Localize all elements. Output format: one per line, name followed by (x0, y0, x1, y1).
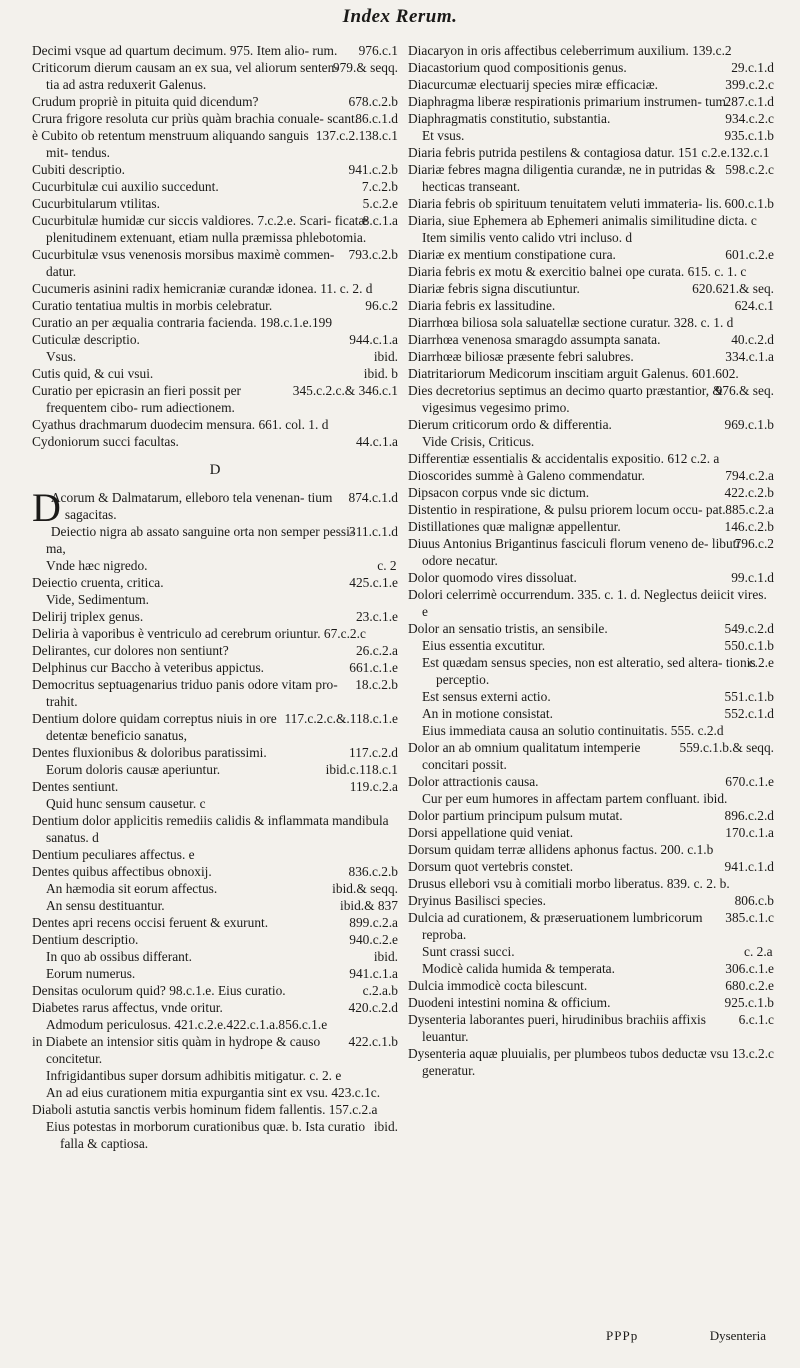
index-entry (408, 620, 774, 637)
entry-reference: 941.c.1.d (724, 859, 774, 874)
entry-text: Dysenteria aquæ pluuialis, per plumbeos tubos deductæ vsu generatur. (408, 1046, 729, 1078)
entry-reference: 896.c.2.d (724, 808, 774, 823)
entry-text: Vsus. (46, 349, 77, 364)
entry-text: Diaria, siue Ephemera ab Ephemeri animalis similitudine dicta. c (408, 213, 757, 228)
entry-text: Infrigidantibus super dorsum adhibitis mitigatur. c. 2. e (46, 1068, 342, 1083)
entry-reference: 620.621.& seq. (692, 281, 774, 296)
index-entry (32, 348, 398, 365)
entry-text: Vide Crisis, Criticus. (422, 434, 535, 449)
entry-reference: 29.c.1.d (731, 60, 774, 75)
index-entry (32, 433, 398, 450)
entry-text: Dentes fluxionibus & doloribus paratissimi. (32, 745, 267, 760)
index-entry (32, 591, 398, 608)
index-entry (408, 297, 774, 314)
index-entry (32, 1101, 398, 1118)
index-entry (32, 1084, 398, 1101)
index-entry (408, 365, 774, 382)
entry-reference: 925.c.1.b (724, 995, 774, 1010)
entry-reference: ibid. (373, 349, 398, 364)
entry-reference: 976.c.1 (358, 43, 398, 58)
entry-text: Distentio in respiratione, & pulsu priorem locum occu- pat. (408, 502, 726, 517)
entry-text: Dies decretorius septimus an decimo quarto præstantior, & vigesimus vegesimo primo. (408, 383, 723, 415)
entry-text: Differentiæ essentialis & accidentalis expositio. 612 c.2. a (408, 451, 720, 466)
entry-text: Dentes sentiunt. (32, 779, 119, 794)
index-entry (408, 263, 774, 280)
index-entry (408, 688, 774, 705)
entry-reference: 44.c.1.a (355, 434, 398, 449)
index-entry (32, 1033, 398, 1067)
entry-reference: 7.c.2.b (361, 179, 398, 194)
entry-text: Dentium dolore quidam correptus niuis in ore detentæ beneficio sanatus, (32, 711, 277, 743)
entry-reference: 934.c.2.c (725, 111, 774, 126)
index-entry (408, 841, 774, 858)
index-entry (32, 246, 398, 280)
entry-text: Cyathus drachmarum duodecim mensura. 661. col. 1. d (32, 417, 329, 432)
entry-text: Diaphragma liberæ respirationis primarium instrumen- tum. (408, 94, 730, 109)
entry-text: Cydoniorum succi facultas. (32, 434, 179, 449)
entry-text: Dolor quomodo vires dissoluat. (408, 570, 577, 585)
entry-text: Dorsum quidam terræ allidens aphonus factus. 200. c.1.b (408, 842, 714, 857)
index-entry (408, 76, 774, 93)
index-entry (32, 659, 398, 676)
entry-reference: 670.c.1.e (725, 774, 774, 789)
entry-text: Diaria febris putrida pestilens & contagiosa datur. 151 c.2.e.132.c.1 (408, 145, 770, 160)
entry-text: Et vsus. (422, 128, 465, 143)
entry-reference: 624.c.1 (734, 298, 774, 313)
index-entry (32, 914, 398, 931)
entry-reference: 550.c.1.b (724, 638, 774, 653)
entry-reference: 944.c.1.a (349, 332, 398, 347)
entry-reference: 146.c.2.b (724, 519, 774, 534)
entry-text: Dentium peculiares affectus. e (32, 847, 195, 862)
entry-text: Diaria febris ex lassitudine. (408, 298, 556, 313)
index-entry (408, 807, 774, 824)
index-entry (32, 863, 398, 880)
entry-reference: 940.c.2.e (349, 932, 398, 947)
entry-reference: 117.c.2.c.&.118.c.1.e (284, 711, 398, 726)
entry-text: Curatio an per æqualia contraria facienda. 198.c.1.e.199 (32, 315, 333, 330)
entry-reference: 306.c.1.e (725, 961, 774, 976)
entry-reference: 170.c.1.a (725, 825, 774, 840)
index-entry (408, 994, 774, 1011)
entry-text: Diacurcumæ electuarij species miræ efficaciæ. (408, 77, 658, 92)
entry-reference: 979.& seqq. (332, 60, 398, 75)
entry-text: Diariæ ex mentium constipatione cura. (408, 247, 616, 262)
index-entry (32, 485, 398, 530)
entry-text: Delirantes, cur dolores non sentiunt? (32, 643, 229, 658)
index-entry (408, 195, 774, 212)
index-entry (408, 535, 774, 569)
index-entry (32, 195, 398, 212)
index-entry (408, 161, 774, 195)
entry-text: Dolor attractionis causa. (408, 774, 539, 789)
entry-text: Diacastorium quod compositionis genus. (408, 60, 627, 75)
entry-text: Dolor an ab omnium qualitatum intemperie concitari possit. (408, 740, 641, 772)
index-entry (32, 982, 398, 999)
entry-reference: 311.c.1.d (349, 524, 398, 539)
index-entry (408, 382, 774, 416)
entry-reference: ibid.& 837 (339, 898, 398, 913)
index-entry (32, 897, 398, 914)
entry-reference: 874.c.1.d (348, 490, 398, 505)
index-entry (32, 999, 398, 1016)
entry-text: Dioscorides summè à Galeno commendatur. (408, 468, 645, 483)
entry-reference: ibid. (373, 949, 398, 964)
entry-reference: 806.c.b (734, 893, 774, 908)
index-entry (32, 778, 398, 795)
entry-text: An in motione consistat. (422, 706, 553, 721)
index-entry (32, 1016, 398, 1033)
index-entry (408, 110, 774, 127)
entry-text: Diaboli astutia sanctis verbis hominum fidem fallentis. 157.c.2.a (32, 1102, 378, 1117)
index-entry (408, 450, 774, 467)
entry-text: Eius essentia excutitur. (422, 638, 546, 653)
index-entry (32, 948, 398, 965)
entry-text: Dorsi appellatione quid veniat. (408, 825, 574, 840)
entry-reference: c.2.a.b (362, 983, 398, 998)
entry-reference: c.2.e (748, 655, 774, 670)
entry-text: Cucurbitulæ vsus venenosis morsibus maximè commen- datur. (32, 247, 335, 279)
index-entry (408, 1011, 774, 1045)
index-entry (32, 1118, 398, 1152)
index-entry (408, 739, 774, 773)
index-entry (32, 314, 398, 331)
entry-text: Dorsum quot vertebris constet. (408, 859, 574, 874)
entry-text: Eius potestas in morborum curationibus quæ. b. Ista curatio falla & captiosa. (46, 1119, 366, 1151)
entry-reference: 26.c.2.a (355, 643, 398, 658)
entry-text: Est sensus externi actio. (422, 689, 551, 704)
entry-reference: 425.c.1.e (349, 575, 398, 590)
entry-text: Dolor partium principum pulsum mutat. (408, 808, 623, 823)
index-entry (408, 484, 774, 501)
index-entry (408, 314, 774, 331)
entry-reference: 552.c.1.d (724, 706, 774, 721)
entry-reference: ibid. (373, 1119, 398, 1134)
index-entry (32, 795, 398, 812)
index-entry (408, 909, 774, 943)
entry-reference: 23.c.1.e (355, 609, 398, 624)
entry-reference: 678.c.2.b (348, 94, 398, 109)
entry-reference: c. 2 (377, 558, 397, 573)
entry-reference: ibid.& seqq. (332, 881, 398, 896)
entry-reference: 420.c.2.d (348, 1000, 398, 1015)
entry-reference: 334.c.1.a (725, 349, 774, 364)
index-entry (32, 676, 398, 710)
entry-text: Diarrhœa venenosa smaragdo assumpta sanata. (408, 332, 661, 347)
entry-reference: 598.c.2.c (725, 162, 774, 177)
page-header: Index Rerum. (342, 6, 458, 27)
entry-text: Dolori celerrimè occurrendum. 335. c. 1. d. Neglectus deiicit vires. e (408, 587, 767, 619)
index-entry (32, 93, 398, 110)
entry-reference: 119.c.2.a (349, 779, 398, 794)
entry-text: Delphinus cur Baccho à veteribus appictus. (32, 660, 265, 675)
entry-text: Est quædam sensus species, non est alteratio, sed altera- tionis perceptio. (422, 655, 756, 687)
index-entry (408, 212, 774, 229)
entry-reference: 793.c.2.b (348, 247, 398, 262)
index-entry (32, 523, 398, 557)
entry-text: Vide, Sedimentum. (46, 592, 149, 607)
entry-reference: 899.c.2.a (349, 915, 398, 930)
index-entry (408, 654, 774, 688)
entry-reference: 117.c.2.d (349, 745, 398, 760)
entry-reference: 600.c.1.b (724, 196, 774, 211)
entry-text: Democritus septuagenarius triduo panis odore vitam pro- trahit. (32, 677, 338, 709)
entry-text: Cuticulæ descriptio. (32, 332, 140, 347)
index-entry (32, 161, 398, 178)
entry-text: An hæmodia sit eorum affectus. (46, 881, 218, 896)
entry-text: Dipsacon corpus vnde sic dictum. (408, 485, 590, 500)
index-entry (408, 433, 774, 450)
entry-reference: 969.c.1.b (724, 417, 774, 432)
section-letter: D (209, 462, 221, 478)
entry-reference: 941.c.1.a (349, 966, 398, 981)
index-entry (408, 246, 774, 263)
entry-reference: 422.c.2.b (724, 485, 774, 500)
index-entry (408, 875, 774, 892)
entry-text: Curatio per epicrasin an fieri possit per frequentem cibo- rum adiectionem. (32, 383, 241, 415)
index-entry (408, 42, 774, 59)
entry-text: Eorum numerus. (46, 966, 136, 981)
entry-text: Cucumeris asinini radix hemicraniæ curandæ idonea. 11. c. 2. d (32, 281, 373, 296)
index-entry (408, 127, 774, 144)
entry-text: Decimi vsque ad quartum decimum. 975. Item alio- rum. (32, 43, 338, 58)
index-entry (408, 892, 774, 909)
entry-reference: 18.c.2.b (355, 677, 398, 692)
entry-text: Diaria febris ob spirituum tenuitatem veluti immateria- lis. (408, 196, 722, 211)
entry-text: Deliria à vaporibus è ventriculo ad cerebrum oriuntur. 67.c.2.c (32, 626, 366, 641)
entry-reference: 601.c.2.e (725, 247, 774, 262)
index-entry (32, 965, 398, 982)
index-entry (32, 761, 398, 778)
index-entry (408, 722, 774, 739)
entry-reference: ibid. b (363, 366, 398, 381)
entry-text: An ad eius curationem mitia expurgantia sint ex vsu. 423.c.1c. (46, 1085, 381, 1100)
entry-text: Item similis vento calido vtri incluso. d (422, 230, 633, 245)
index-entry (32, 382, 398, 416)
index-entry (408, 960, 774, 977)
entry-text: Distillationes quæ malignæ appellentur. (408, 519, 621, 534)
entry-reference: 680.c.2.e (725, 978, 774, 993)
entry-text: Drusus ellebori vsu à comitiali morbo liberatus. 839. c. 2. b. (408, 876, 730, 891)
index-entry (408, 59, 774, 76)
index-entry (408, 280, 774, 297)
entry-text: Diarrhœæ biliosæ præsente febri salubres. (408, 349, 634, 364)
entry-text: Quid hunc sensum causetur. c (46, 796, 206, 811)
index-entry (32, 931, 398, 948)
entry-reference: 422.c.1.b (348, 1034, 398, 1049)
index-entry (408, 705, 774, 722)
index-entry (32, 365, 398, 382)
index-entry (408, 858, 774, 875)
entry-text: Diaphragmatis constitutio, substantia. (408, 111, 611, 126)
entry-reference: 836.c.2.b (348, 864, 398, 879)
entry-text: Dentium dolor applicitis remediis calidis & inflammata mandibula sanatus. d (32, 813, 389, 845)
index-entry (32, 880, 398, 897)
entry-text: Diaria febris ex motu & exercitio balnei ope curata. 615. c. 1. c (408, 264, 747, 279)
entry-text: Dolor an sensatio tristis, an sensibile. (408, 621, 608, 636)
entry-text: An sensu destituantur. (46, 898, 165, 913)
index-entry (408, 637, 774, 654)
entry-text: Eius immediata causa an solutio continuitatis. 555. c.2.d (422, 723, 724, 738)
entry-reference: 935.c.1.b (724, 128, 774, 143)
index-entry (32, 608, 398, 625)
index-entry (32, 212, 398, 246)
right-column (408, 42, 774, 1079)
index-entry (408, 773, 774, 790)
entry-reference: 976.& seq. (715, 383, 774, 398)
entry-text: Dentes quibus affectibus obnoxij. (32, 864, 212, 879)
entry-text: Crura frigore resoluta cur priùs quàm brachia conuale- scant. (32, 111, 359, 126)
entry-reference: 345.c.2.c.& 346.c.1 (292, 383, 398, 398)
index-entry (32, 331, 398, 348)
left-column (32, 42, 398, 1152)
entry-text: Cutis quid, & cui vsui. (32, 366, 154, 381)
entry-reference: 5.c.2.e (362, 196, 398, 211)
entry-reference: 40.c.2.d (731, 332, 774, 347)
index-entry (32, 59, 398, 93)
entry-reference: 99.c.1.d (731, 570, 774, 585)
entry-text: Cubiti descriptio. (32, 162, 125, 177)
entry-text: Curatio tentatiua multis in morbis celebratur. (32, 298, 273, 313)
entry-text: Cucurbitulæ cui auxilio succedunt. (32, 179, 219, 194)
index-entry (408, 331, 774, 348)
index-entry (408, 229, 774, 246)
entry-reference: 6.c.1.c (738, 1012, 774, 1027)
index-entry (408, 93, 774, 110)
index-entry (408, 501, 774, 518)
entry-reference: 661.c.1.e (349, 660, 398, 675)
right-entries (408, 42, 774, 1079)
entry-reference: 399.c.2.c (725, 77, 774, 92)
entry-text: Dierum criticorum ordo & differentia. (408, 417, 612, 432)
entry-reference: 549.c.2.d (724, 621, 774, 636)
entry-text: Criticorum dierum causam an ex sua, vel aliorum senten- tia ad astra reduxerit Galenus. (32, 60, 339, 92)
index-entry (32, 642, 398, 659)
entry-reference: 551.c.1.b (724, 689, 774, 704)
entry-reference: 385.c.1.c (725, 910, 774, 925)
entry-text: Diatritariorum Medicorum inscitiam arguit Galenus. 601.602. (408, 366, 739, 381)
index-entry (408, 348, 774, 365)
entry-text: Dulcia immodicè cocta bilescunt. (408, 978, 588, 993)
index-entry (32, 127, 398, 161)
entry-reference: 941.c.2.b (348, 162, 398, 177)
index-entry (408, 1045, 774, 1079)
index-entry (408, 144, 774, 161)
entry-text: Cucurbitulæ humidæ cur siccis valdiores. 7.c.2.e. Scari- ficatæ plenitudinem extenuant, etiam nulla præmissa phlebotomia. (32, 213, 368, 245)
index-entry (32, 1067, 398, 1084)
index-entry (32, 625, 398, 642)
entry-text: Deiectio cruenta, critica. (32, 575, 164, 590)
entry-reference: 13.c.2.c (731, 1046, 774, 1061)
index-entry (32, 280, 398, 297)
entry-text: Diuus Antonius Brigantinus fasciculi florum veneno de- libuti odore necatur. (408, 536, 741, 568)
entry-reference: 885.c.2.a (725, 502, 774, 517)
entry-text: è Cubito ob retentum menstruum aliquando sanguis mit- tendus. (32, 128, 309, 160)
entry-text: Dentium descriptio. (32, 932, 139, 947)
entry-text: In quo ab ossibus differant. (46, 949, 192, 964)
entry-text: Dulcia ad curationem, & præseruationem lumbricorum reproba. (408, 910, 703, 942)
entry-reference: 796.c.2 (734, 536, 774, 551)
entry-text: Densitas oculorum quid? 98.c.1.e. Eius curatio. (32, 983, 286, 998)
entry-text: Crudum propriè in pituita quid dicendum? (32, 94, 259, 109)
entry-reference: 137.c.2.138.c.1 (315, 128, 398, 143)
entry-text: Diarrhœa biliosa sola saluatellæ sectione curatur. 328. c. 1. d (408, 315, 734, 330)
index-entry (32, 846, 398, 863)
index-entry (32, 812, 398, 846)
entry-reference: 794.c.2.a (725, 468, 774, 483)
entry-text: Dentes apri recens occisi feruent & exurunt. (32, 915, 269, 930)
index-entry (408, 586, 774, 620)
index-entry (408, 518, 774, 535)
index-entry (32, 744, 398, 761)
entry-reference: 559.c.1.b.& seqq. (679, 740, 774, 755)
entry-text: in Diabete an intensior sitis quàm in hydrope & causo concitetur. (32, 1034, 321, 1066)
index-entry (408, 977, 774, 994)
entry-reference: 287.c.1.d (724, 94, 774, 109)
entry-reference: 86.c.1.d (355, 111, 398, 126)
entry-text: Sunt crassi succi. (422, 944, 515, 959)
entry-text: Duodeni intestini nomina & officium. (408, 995, 611, 1010)
index-entry (408, 416, 774, 433)
index-entry (32, 297, 398, 314)
drop-cap: D (32, 485, 61, 530)
index-entry (408, 790, 774, 807)
entry-text: Vnde hæc nigredo. (46, 558, 148, 573)
entry-text: Delirij triplex genus. (32, 609, 144, 624)
entry-reference: 8.c.1.a (362, 213, 398, 228)
index-entry (408, 943, 774, 960)
signature-mark: PPPp (606, 1328, 639, 1343)
index-entry (32, 110, 398, 127)
entry-text: Modicè calida humida & temperata. (422, 961, 615, 976)
entry-text: Cur per eum humores in affectam partem confluant. ibid. (422, 791, 728, 806)
left-entries-d (32, 485, 398, 1152)
index-entry (408, 569, 774, 586)
index-entry (32, 574, 398, 591)
index-entry (32, 42, 398, 59)
entry-text: Eorum doloris causæ aperiuntur. (46, 762, 221, 777)
entry-text: Diariæ febris signa discutiuntur. (408, 281, 580, 296)
entry-text: Deiectio nigra ab assato sanguine orta non semper pessi- ma, (46, 524, 355, 556)
entry-reference: c. 2.a (744, 944, 773, 959)
index-entry (32, 557, 398, 574)
entry-reference: ibid.c.118.c.1 (325, 762, 398, 777)
index-entry (32, 416, 398, 433)
index-entry (32, 178, 398, 195)
entry-text: Dysenteria laborantes pueri, hirudinibus brachiis affixis leuantur. (408, 1012, 706, 1044)
entry-text: Diariæ febres magna diligentia curandæ, ne in putridas & hecticas transeant. (408, 162, 716, 194)
entry-text: Acorum & Dalmatarum, elleboro tela venenan- tium sagacitas. (50, 490, 333, 522)
index-entry (32, 710, 398, 744)
catchword: Dysenteria (709, 1328, 766, 1343)
entry-text: Admodum periculosus. 421.c.2.e.422.c.1.a.856.c.1.e (46, 1017, 328, 1032)
entry-text: Cucurbitularum vtilitas. (32, 196, 160, 211)
entry-text: Dryinus Basilisci species. (408, 893, 546, 908)
index-entry (408, 824, 774, 841)
index-entry (408, 467, 774, 484)
entry-text: Diacaryon in oris affectibus celeberrimum auxilium. 139.c.2 (408, 43, 732, 58)
entry-reference: 96.c.2 (365, 298, 398, 313)
entry-text: Diabetes rarus affectus, vnde oritur. (32, 1000, 223, 1015)
left-entries-c (32, 42, 398, 450)
